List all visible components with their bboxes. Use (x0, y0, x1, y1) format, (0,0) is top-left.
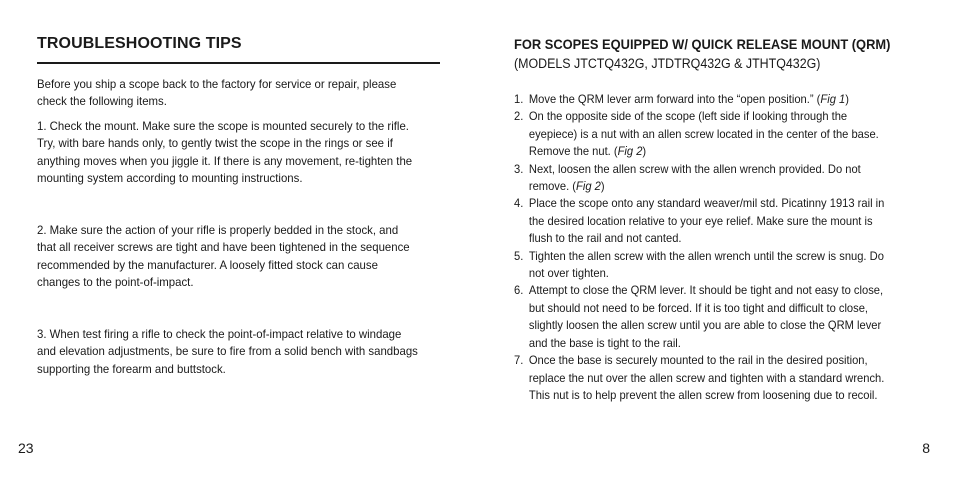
tip-item-1 (37, 118, 427, 188)
section-subtitle: (MODELS JTCTQ432G, JTDTRQ432G & JTHTQ432G) (514, 56, 821, 71)
section-title: FOR SCOPES EQUIPPED W/ QUICK RELEASE MOUNT (QRM) (514, 36, 891, 52)
text-line: flush to the rail and not canted. (528, 231, 682, 246)
text-line: slightly loosen the allen screw until you are able to close the QRM lever (528, 318, 882, 333)
text-line: mounting system according to mounting instructions. (37, 171, 303, 186)
text-line: 2. Make sure the action of your rifle is properly bedded in the stock, and (37, 223, 399, 237)
list-item: 1. Move the QRM lever arm forward into the “open position.” (Fig 1) (514, 91, 933, 108)
title-divider (37, 62, 440, 64)
list-item: 5. Tighten the allen screw with the allen wrench until the screw is snug. Do not over tighten. (514, 248, 933, 283)
text-line: the desired location relative to your eye relief. Make sure the mount is (528, 213, 873, 228)
text-line: Move the QRM lever arm forward into the “open position.” (Fig 1) (528, 92, 849, 106)
text-line: Once the base is securely mounted to the rail in the desired position, (528, 353, 868, 368)
list-item: 3. Next, loosen the allen screw with the allen wrench provided. Do not remove. (Fig 2) (514, 161, 933, 196)
text-line: but should not need to be forced. If it is too tight and difficult to close, (528, 300, 869, 315)
text-line: 3. When test firing a rifle to check the point-of-impact relative to windage (37, 327, 402, 341)
list-item: 2. On the opposite side of the scope (left side if looking through the eyepiece) is a nut with an allen screw located in the center of the base. Remove the nut. (Fig 2) (514, 108, 933, 160)
text-line: Try, with bare hands only, to gently twist the scope in the rings or see if (37, 136, 393, 151)
text-line: recommended by the manufacturer. A loosely fitted stock can cause (37, 257, 378, 272)
text-line: This nut is to help prevent the allen screw from loosening due to recoil. (528, 387, 878, 402)
tip-item-2 (37, 222, 427, 292)
text-line: check the following items. (37, 94, 167, 109)
text-line: not over tighten. (528, 266, 609, 281)
text-line: changes to the point-of-impact. (37, 275, 194, 290)
page-number: 23 (18, 440, 34, 456)
intro-paragraph (37, 76, 427, 111)
text-line: Remove the nut. (Fig 2) (528, 144, 647, 159)
text-line: Tighten the allen screw with the allen wrench until the screw is snug. Do (528, 248, 884, 263)
text-line: On the opposite side of the scope (left side if looking through the (528, 109, 848, 124)
text-line: Next, loosen the allen screw with the allen wrench provided. Do not (528, 161, 861, 176)
text-line: anything moves when you jiggle it. If there is any movement, re-tighten the (37, 153, 413, 168)
text-line: Attempt to close the QRM lever. It should be tight and not easy to close, (528, 283, 884, 298)
text-line: supporting the forearm and buttstock. (37, 361, 226, 376)
right-page (477, 0, 954, 477)
qrm-steps-list (514, 91, 933, 404)
list-item: 6. Attempt to close the QRM lever. It should be tight and not easy to close, but should not need to be forced. If it is too tight and difficult to close, slightly loosen the allen screw until you are able to close the QRM lever and the base is tight to the rail. (514, 282, 933, 352)
tip-item-3 (37, 326, 427, 378)
text-line: 1. Check the mount. Make sure the scope is mounted securely to the rifle. (37, 119, 409, 133)
page-title: TROUBLESHOOTING TIPS (37, 35, 242, 52)
text-line: remove. (Fig 2) (528, 179, 605, 194)
list-item: 4. Place the scope onto any standard weaver/mil std. Picatinny 1913 rail in the desired location relative to your eye relief. Make sure the mount is flush to the rail and not canted. (514, 195, 933, 247)
list-item: 7. Once the base is securely mounted to the rail in the desired position, replace the nut over the allen screw and tighten with a standard wrench. This nut is to help prevent the allen screw from loosening due to recoil. (514, 352, 933, 404)
text-line: and elevation adjustments, be sure to fire from a solid bench with sandbags (37, 344, 418, 359)
text-line: Before you ship a scope back to the factory for service or repair, please (37, 77, 397, 91)
text-line: eyepiece) is a nut with an allen screw located in the center of the base. (528, 126, 879, 141)
text-line: replace the nut over the allen screw and tighten with a standard wrench. (528, 370, 885, 385)
page-number: 8 (922, 440, 930, 456)
text-line: that all receiver screws are tight and have been tightened in the sequence (37, 240, 410, 255)
text-line: and the base is tight to the rail. (528, 335, 681, 350)
text-line: Place the scope onto any standard weaver/mil std. Picatinny 1913 rail in (528, 196, 885, 211)
